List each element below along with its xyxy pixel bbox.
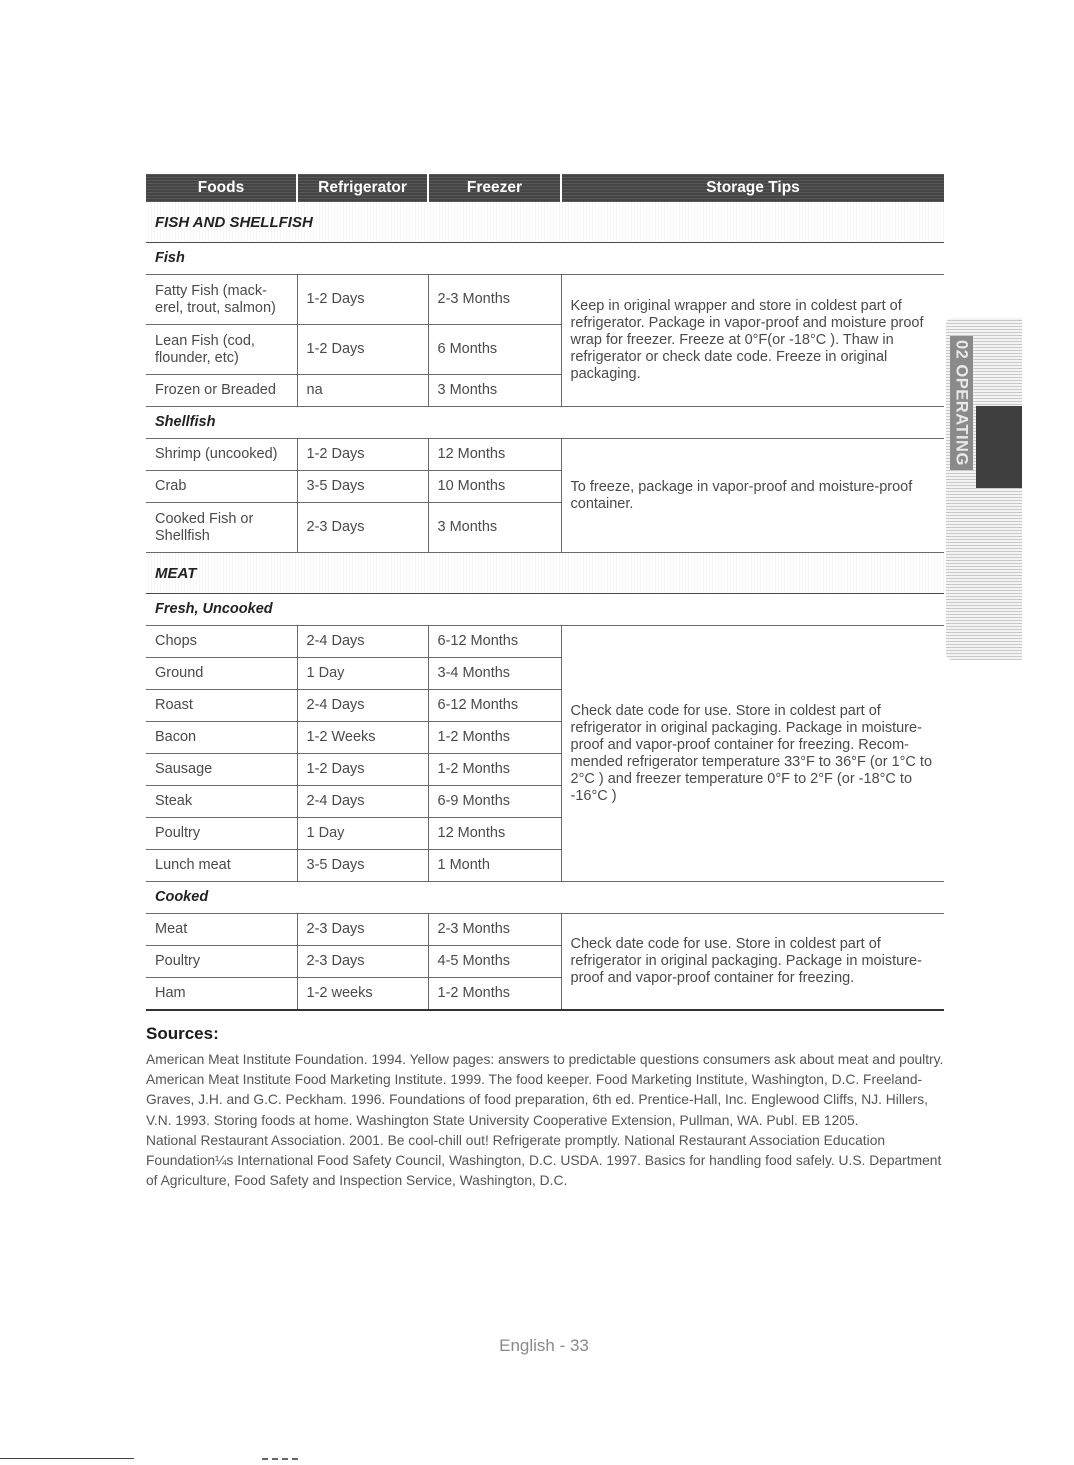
table-row	[146, 626, 944, 658]
sources-title: Sources:	[146, 1024, 219, 1043]
refrigerator-cell: 1-2 Days	[297, 325, 428, 375]
storage-chart	[146, 174, 944, 1011]
chapter-side-tab	[946, 318, 1022, 660]
subsection-row	[146, 243, 944, 275]
freezer-cell: 1-2 Months	[428, 754, 561, 786]
header-foods: Foods	[146, 174, 297, 202]
freezer-cell: 12 Months	[428, 439, 561, 471]
freezer-cell: 6-12 Months	[428, 626, 561, 658]
subsection-title-cooked: Cooked	[146, 882, 944, 914]
refrigerator-cell: 1-2 weeks	[297, 978, 428, 1011]
subsection-title-shellfish: Shellfish	[146, 407, 944, 439]
refrigerator-cell: na	[297, 375, 428, 407]
refrigerator-cell: 2-4 Days	[297, 626, 428, 658]
refrigerator-cell: 2-4 Days	[297, 786, 428, 818]
freezer-cell: 3-4 Months	[428, 658, 561, 690]
freezer-cell: 6-12 Months	[428, 690, 561, 722]
section-title-meat: MEAT	[146, 553, 944, 594]
sources-paragraph: National Restaurant Association. 2001. Be cool-chill out! Refrigerate promptly. National Restaurant Association Education Foundation¼s International Food Safety Council, Washington, D.C. USDA. 1997. Basics for handling food safely. U.S. Department of Agriculture, Food Safety and Inspection Service, Washington, D.C.	[146, 1132, 942, 1189]
header-refrigerator: Refrigerator	[297, 174, 428, 202]
side-tab-label: 02 OPERATING	[950, 336, 973, 470]
storage-tip-cell: Check date code for use. Store in coldest part of refrigerator in original packaging. Package in moisture-proof and vapor-proof container for freezing.	[561, 914, 944, 1011]
freezer-cell: 3 Months	[428, 375, 561, 407]
table-row	[146, 275, 944, 325]
refrigerator-cell: 3-5 Days	[297, 471, 428, 503]
freezer-cell: 2-3 Months	[428, 914, 561, 946]
food-cell: Poultry	[146, 946, 297, 978]
food-cell: Ham	[146, 978, 297, 1011]
food-cell: Lunch meat	[146, 850, 297, 882]
food-cell: Ground	[146, 658, 297, 690]
subsection-title-fish: Fish	[146, 243, 944, 275]
freezer-cell: 1 Month	[428, 850, 561, 882]
table-header-row	[146, 174, 944, 202]
freezer-cell: 1-2 Months	[428, 722, 561, 754]
refrigerator-cell: 1 Day	[297, 818, 428, 850]
refrigerator-cell: 2-3 Days	[297, 946, 428, 978]
refrigerator-cell: 1 Day	[297, 658, 428, 690]
freezer-cell: 6-9 Months	[428, 786, 561, 818]
food-cell: Roast	[146, 690, 297, 722]
sources-paragraph: American Meat Institute Foundation. 1994. Yellow pages: answers to predictable questions consumers ask about meat and poultry. American Meat Institute Food Marketing Institute. 1999. The food keeper. Food Marketing Institute, Washington, D.C. Freeland-Graves, J.H. and G.C. Peckham. 1996. Foundations of food preparation, 6th ed. Prentice-Hall, Inc. Englewood Cliffs, NJ. Hillers, V.N. 1993. Storing foods at home. Washington State University Cooperative Extension, Pullman, WA. Publ. EB 1205.	[146, 1052, 944, 1128]
storage-tip-cell: To freeze, package in vapor-proof and moisture-proof container.	[561, 439, 944, 553]
food-cell: Steak	[146, 786, 297, 818]
food-cell: Lean Fish (cod, flounder, etc)	[146, 325, 297, 375]
refrigerator-cell: 2-3 Days	[297, 503, 428, 553]
refrigerator-cell: 1-2 Days	[297, 754, 428, 786]
food-cell: Cooked Fish or Shellfish	[146, 503, 297, 553]
food-cell: Bacon	[146, 722, 297, 754]
refrigerator-cell: 2-3 Days	[297, 914, 428, 946]
food-storage-table	[146, 174, 944, 1011]
food-cell: Poultry	[146, 818, 297, 850]
subsection-row	[146, 594, 944, 626]
footer-rule	[0, 1458, 134, 1459]
storage-tip-cell: Keep in original wrapper and store in coldest part of refrigerator. Package in vapor-proof and moisture proof wrap for freezer. Freeze at 0°F(or -18°C ). Thaw in refrigerator or check date code. Freeze in original packaging.	[561, 275, 944, 407]
section-row	[146, 553, 944, 594]
subsection-title-fresh: Fresh, Uncooked	[146, 594, 944, 626]
subsection-row	[146, 882, 944, 914]
freezer-cell: 3 Months	[428, 503, 561, 553]
table-row	[146, 914, 944, 946]
refrigerator-cell: 1-2 Days	[297, 275, 428, 325]
freezer-cell: 1-2 Months	[428, 978, 561, 1011]
food-cell: Chops	[146, 626, 297, 658]
freezer-cell: 2-3 Months	[428, 275, 561, 325]
food-cell: Meat	[146, 914, 297, 946]
refrigerator-cell: 1-2 Days	[297, 439, 428, 471]
subsection-row	[146, 407, 944, 439]
footer-dashes	[262, 1458, 298, 1460]
food-cell: Shrimp (uncooked)	[146, 439, 297, 471]
refrigerator-cell: 2-4 Days	[297, 690, 428, 722]
food-cell: Sausage	[146, 754, 297, 786]
freezer-cell: 6 Months	[428, 325, 561, 375]
section-row	[146, 202, 944, 243]
refrigerator-cell: 3-5 Days	[297, 850, 428, 882]
refrigerator-cell: 1-2 Weeks	[297, 722, 428, 754]
freezer-cell: 12 Months	[428, 818, 561, 850]
page-number: English - 33	[499, 1336, 589, 1355]
side-tab-marker	[976, 406, 1022, 488]
header-storage-tips: Storage Tips	[561, 174, 944, 202]
section-title-fish-shellfish: FISH AND SHELLFISH	[146, 202, 944, 243]
storage-tip-cell: Check date code for use. Store in coldest part of refrigerator in original packaging. Package in moisture-proof and vapor-proof container for freezing. Recom-mended refrigerator temperature 33°F to 36°F (or 1°C to 2°C ) and freezer temperature 0°F to 2°F (or -18°C to -16°C )	[561, 626, 944, 882]
header-freezer: Freezer	[428, 174, 561, 202]
freezer-cell: 4-5 Months	[428, 946, 561, 978]
food-cell: Frozen or Breaded	[146, 375, 297, 407]
sources-section	[146, 1024, 946, 1191]
food-cell: Fatty Fish (mack- erel, trout, salmon)	[146, 275, 297, 325]
side-tab-label-box	[946, 318, 976, 488]
food-cell: Crab	[146, 471, 297, 503]
freezer-cell: 10 Months	[428, 471, 561, 503]
table-row	[146, 439, 944, 471]
